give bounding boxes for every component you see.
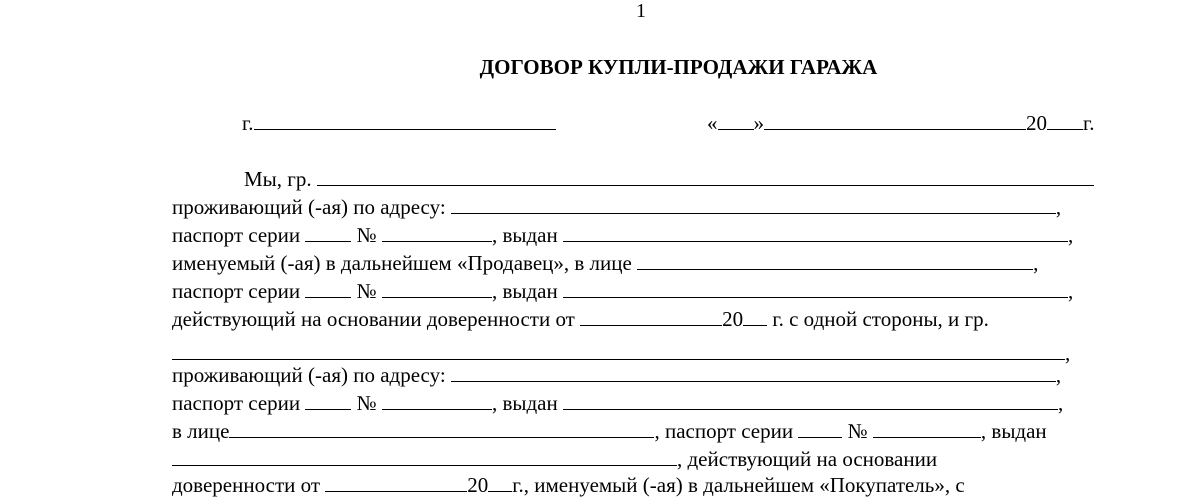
passport-label: паспорт серии: [172, 279, 301, 303]
power-of-attorney-line: [172, 306, 989, 332]
passport-series-blank[interactable]: [305, 391, 351, 410]
date-close-quote: »: [753, 111, 764, 135]
representative-passport-line: [172, 278, 1073, 304]
passport-series-label: , паспорт серии: [654, 419, 794, 443]
passport-number-blank[interactable]: [873, 419, 981, 438]
comma: ,: [1067, 223, 1074, 247]
comma: ,: [1055, 363, 1062, 387]
passport-number-blank[interactable]: [382, 391, 492, 410]
date-open-quote: «: [707, 111, 718, 135]
buyer-poa-line: [172, 472, 965, 498]
representative-blank[interactable]: [637, 251, 1033, 270]
issued-label: , выдан: [491, 391, 558, 415]
one-side-label: г. с одной стороны, и гр.: [772, 307, 989, 331]
we-citizen-label: Мы, гр.: [244, 167, 312, 191]
passport-number-blank[interactable]: [382, 223, 492, 242]
issued-label: , выдан: [980, 419, 1047, 443]
comma: ,: [1065, 341, 1071, 365]
poa-year-blank[interactable]: [488, 473, 512, 492]
page-number: 1: [636, 0, 646, 22]
buyer-address-blank[interactable]: [451, 363, 1056, 382]
date-line: [707, 110, 1095, 136]
poa-date-blank[interactable]: [325, 473, 467, 492]
year-suffix: г.: [1083, 111, 1095, 135]
buyer-passport-line: [172, 390, 1063, 416]
poa-label: доверенности от: [172, 473, 321, 497]
issued-label: , выдан: [491, 279, 558, 303]
issued-by-blank[interactable]: [563, 223, 1068, 242]
seller-designation-label: именуемый (-ая) в дальнейшем «Продавец», в лице: [172, 251, 632, 275]
passport-label: паспорт серии: [172, 223, 301, 247]
issued-by-blank[interactable]: [172, 447, 677, 466]
poa-date-blank[interactable]: [580, 307, 722, 326]
seller-address-line: [172, 194, 1061, 220]
passport-series-blank[interactable]: [305, 223, 351, 242]
number-sign: №: [356, 223, 377, 247]
passport-series-blank[interactable]: [798, 419, 842, 438]
seller-designation-line: [172, 250, 1038, 276]
passport-number-blank[interactable]: [382, 279, 492, 298]
number-sign: №: [356, 279, 377, 303]
buyer-name-blank[interactable]: [172, 341, 1065, 360]
poa-year-blank[interactable]: [743, 307, 767, 326]
city-blank[interactable]: [254, 111, 556, 130]
issued-by-blank[interactable]: [563, 391, 1058, 410]
issued-by-blank[interactable]: [563, 279, 1068, 298]
passport-label: паспорт серии: [172, 391, 301, 415]
seller-passport-line: [172, 222, 1073, 248]
poa-year-prefix: 20: [467, 473, 489, 497]
issued-label: , выдан: [491, 223, 558, 247]
seller-name-line: [244, 166, 1094, 192]
place-date-line: [242, 110, 556, 136]
number-sign: №: [847, 419, 868, 443]
document-title: ДОГОВОР КУПЛИ-ПРОДАЖИ ГАРАЖА: [479, 55, 878, 79]
poa-year-prefix: 20: [722, 307, 744, 331]
in-person-label: в лице: [172, 419, 230, 443]
seller-address-blank[interactable]: [451, 195, 1056, 214]
buyer-designation-label: г., именуемый (-ая) в дальнейшем «Покупатель», с: [512, 473, 965, 497]
buyer-representative-line: [172, 418, 1047, 444]
comma: ,: [1067, 279, 1074, 303]
buyer-representative-blank[interactable]: [229, 419, 654, 438]
city-prefix: г.: [242, 111, 254, 135]
year-prefix: 20: [1026, 111, 1047, 135]
passport-series-blank[interactable]: [305, 279, 351, 298]
residing-label: проживающий (-ая) по адресу:: [172, 195, 446, 219]
comma: ,: [1057, 391, 1064, 415]
comma: ,: [1033, 251, 1039, 275]
comma: ,: [1055, 195, 1062, 219]
acting-label: действующий на основании доверенности от: [172, 307, 575, 331]
year-blank[interactable]: [1047, 111, 1083, 130]
day-blank[interactable]: [718, 111, 754, 130]
residing-label: проживающий (-ая) по адресу:: [172, 363, 446, 387]
buyer-address-line: [172, 362, 1061, 388]
buyer-issued-line: [172, 446, 937, 472]
number-sign: №: [356, 391, 377, 415]
seller-name-blank[interactable]: [317, 167, 1094, 186]
month-blank[interactable]: [764, 111, 1026, 130]
acting-basis-label: , действующий на основании: [677, 447, 938, 471]
